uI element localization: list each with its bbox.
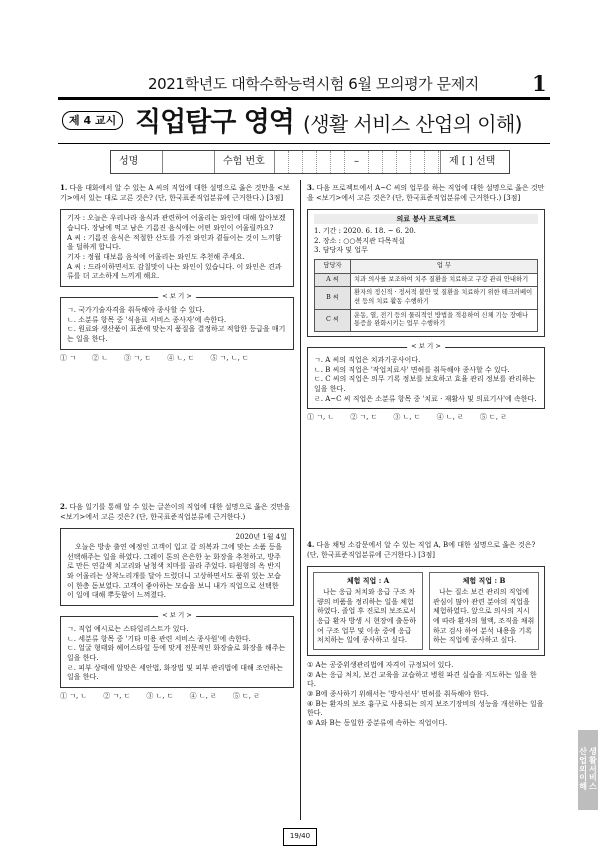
name-label: 성명	[111, 151, 163, 173]
subject-subtitle: (생활 서비스 산업의 이해)	[303, 112, 522, 136]
job-a-title: 체험 직업 : A	[346, 576, 390, 586]
option-1[interactable]: ① A는 공중위생관리법에 자격이 규정되어 있다.	[307, 660, 454, 669]
question-3	[307, 183, 545, 423]
column-divider	[300, 180, 301, 820]
choice-5[interactable]: ⑤ ㄷ, ㄹ	[479, 413, 508, 422]
project-info-line: 3. 담당자 및 업무	[314, 246, 368, 255]
title-rule	[58, 143, 550, 144]
choice-5[interactable]: ⑤ ㄷ, ㄹ	[232, 691, 261, 700]
name-field[interactable]	[163, 151, 215, 173]
choice-2[interactable]: ② ㄱ, ㄷ	[103, 691, 131, 700]
side-tab-char: 비	[589, 773, 597, 783]
exam-number-dash: –	[345, 151, 369, 173]
table-header: 담당자	[315, 259, 351, 273]
question-stem: 다음 채팅 소감문에서 알 수 있는 직업 A, B에 대한 설명으로 옳은 것은? (단, 한국표준직업분류에 근거한다.) [3점]	[307, 541, 536, 559]
question-1	[60, 183, 294, 363]
dialog-line: A 씨 : 기름진 음식은 적절한 산도를 가진 와인과 곁들이는 것이 느끼함을 덜하게 합니다.	[67, 233, 282, 252]
choice-4[interactable]: ④ ㄴ, ㄹ	[436, 413, 464, 422]
bogi-label: < 보 기 >	[407, 343, 445, 350]
table-cell: C 씨	[315, 309, 351, 331]
table-row	[315, 273, 538, 287]
project-info-line: 1. 기간 : 2020. 6. 18. ~ 6. 20.	[314, 226, 416, 235]
diary-box	[60, 528, 294, 606]
diary-text: 오늘은 방송 출연 예정인 고객이 입고 갈 의복과 그에 맞는 소품 등을 선택해주는 일을 하였다. 그레이 톤의 은은한 눈 화장을 추천하고, 방주로 만든 연갈색 치고리와 남청색 치마를 골라 주었다. 타원형의 옥 반지와 어울리는 상착노리개를 달아 드렸더니 고상하면서도 품위 있는 모습이 한층 돋보였다. 고객이 좋아하는 모습을 보니 내가 직업으로 선택한 이 일에 대해 뿌듯함이 느껴졌다.	[67, 542, 283, 600]
choice-3[interactable]: ③ ㄴ, ㄷ	[146, 691, 174, 700]
choice-1[interactable]: ① ㄱ	[60, 353, 76, 362]
side-tab-char: 해	[579, 782, 587, 792]
header-rule	[58, 97, 550, 100]
choice-1[interactable]: ① ㄱ, ㄴ	[60, 691, 88, 700]
table-cell: 환자의 정신적 · 정서적 불안 및 질환을 치료하기 위한 테크러베이션 등의 치료 활동 수행하기	[351, 287, 538, 309]
experience-box	[307, 566, 545, 656]
answer-choices	[60, 692, 294, 702]
project-box	[307, 209, 545, 337]
table-cell: 운동, 열, 전기 등의 물리적인 방법을 적용하여 신체 기능 장애나 통증을 완화시키는 업무 수행하기	[351, 309, 538, 331]
question-number: 1.	[60, 183, 68, 192]
question-number: 4.	[307, 540, 315, 549]
dialog-box	[60, 209, 294, 287]
exam-number-field[interactable]	[275, 151, 441, 173]
project-info-line: 2. 장소 : ○○복지관 다목적실	[314, 236, 406, 245]
choice-4[interactable]: ④ ㄴ, ㄷ	[167, 353, 195, 362]
bogi-item: ㄴ. B 씨의 직업은 '작업치료사' 면허를 취득해야 종사할 수 있다.	[314, 365, 510, 374]
question-2	[60, 502, 294, 702]
choice-2[interactable]: ② ㄴ	[92, 353, 108, 362]
option-5[interactable]: ⑤ A와 B는 동일한 중분류에 속하는 직업이다.	[307, 718, 448, 727]
dialog-line: A 씨 : 드라이하면서도 감칠맛이 나는 와인이 있습니다. 이 와인은 견과류를 더 고소하게 느끼게 해요.	[67, 262, 282, 281]
question-number: 3.	[307, 183, 315, 192]
bogi-item: ㄴ. 소분류 항목 중 '식음료 서비스 종사자'에 속한다.	[67, 315, 227, 324]
choice-3[interactable]: ③ ㄴ, ㄷ	[393, 413, 421, 422]
exam-title: 2021학년도 대학수학능력시험 6월 모의평가 문제지	[148, 75, 479, 93]
job-a-panel	[313, 572, 423, 650]
bogi-box	[307, 342, 545, 409]
side-tab-char: 업	[579, 755, 587, 765]
table-row	[315, 309, 538, 331]
side-tab-char: 스	[589, 782, 597, 792]
bogi-box	[60, 291, 294, 350]
table-cell: A 씨	[315, 273, 351, 287]
page-counter: 19 / 40	[283, 828, 317, 846]
question-stem: 다음 일기를 통해 알 수 있는 글쓴이의 직업에 대한 설명으로 옳은 것만을 <보기>에서 고른 것은? (단, 한국표준직업분류에 근거한다.)	[60, 503, 291, 521]
job-b-text: 나는 질소 보건 관리의 직업에 관심이 많아 관련 분야의 직업을 체험하였다. 앞으로 의사의 지시에 따라 환자의 혈액, 조직을 채취하고 검사 하여 분석 내용을 기록하는 직업에 종사하고 싶다.	[433, 587, 535, 645]
option-4[interactable]: ④ B는 환자의 보조 흉구로 사용되는 의지 보조기장비의 성능을 개선하는 일을 한다.	[307, 699, 544, 718]
choice-2[interactable]: ② ㄱ, ㄷ	[350, 413, 378, 422]
side-tab-char: 의	[579, 764, 587, 774]
bogi-item: ㄱ. 직업 예시로는 스타일리스트가 있다.	[67, 624, 189, 633]
bogi-item: ㄱ. 국가기술자격을 취득해야 종사할 수 있다.	[67, 305, 205, 314]
option-2[interactable]: ② A는 응급 처치, 보건 교육을 교습하고 병원 파견 실습을 지도하는 일을 한다.	[307, 670, 537, 689]
table-cell: B 씨	[315, 287, 351, 309]
side-tab-char: 산	[579, 747, 587, 756]
answer-options	[307, 661, 545, 729]
dialog-line: 기자 : 정월 대보름 음식에 어울리는 와인도 추천해 주세요.	[67, 252, 245, 261]
bogi-box	[60, 610, 294, 688]
choice-1[interactable]: ① ㄱ, ㄴ	[307, 413, 335, 422]
job-b-title: 체험 직업 : B	[462, 576, 506, 586]
bogi-item: ㄱ. A 씨의 직업은 치과기공사이다.	[314, 356, 421, 365]
student-info-bar	[110, 150, 510, 174]
bogi-item: ㄷ. 얼굴 형태와 헤어스타일 등에 맞게 전문적인 화장술로 화장을 해주는 일을 한다.	[67, 644, 286, 662]
bogi-label: < 보 기 >	[158, 612, 196, 619]
table-header: 업 무	[351, 259, 538, 273]
subject-side-tab	[578, 730, 598, 810]
side-tab-char: 활	[589, 755, 597, 765]
duty-table	[314, 259, 538, 332]
job-b-panel	[429, 572, 539, 650]
question-stem: 다음 대화에서 알 수 있는 A 씨의 직업에 대한 설명으로 옳은 것만을 <보기>에서 있는 대로 고른 것은? (단, 한국표준직업분류에 근거한다.) [3점]	[60, 184, 290, 202]
answer-choices	[60, 354, 294, 364]
diary-date: 2020년 1월 4일	[235, 533, 287, 542]
bogi-item: ㄷ. 원료와 생산품이 표준에 맞는지 품질을 결정하고 적합한 등급을 매기는 일을 한다.	[67, 325, 286, 343]
job-a-text: 나는 응급 처치와 응급 구조 차량의 비품을 정리하는 일을 체험하였다. 졸업 후 진로의 보조로서 응급 환자 방생 시 현장에 출동하여 구조 업무 및 이송 중에 응급 처치하는 일에 종사하고 싶다.	[317, 587, 417, 645]
table-row	[315, 287, 538, 309]
bogi-item: ㄹ. A~C 씨 직업은 소분류 항목 중 '치료 · 재활사 및 의료기사'에 속한다.	[314, 394, 537, 403]
bogi-label: < 보 기 >	[158, 293, 196, 300]
dialog-line: 기자 : 오늘은 우리나라 음식과 관련하여 어울리는 와인에 대해 알아보겠습니다. 장남에 먹고 남은 기름진 음식에는 어떤 와인이 어울릴까요?	[67, 214, 286, 232]
question-4	[307, 540, 545, 729]
project-title: 의료 봉사 프로젝트	[314, 214, 538, 224]
total-pages: 40	[301, 832, 311, 841]
current-page: 19	[289, 832, 299, 841]
exam-number-label: 수험 번호	[215, 151, 275, 173]
side-tab-char: 이	[579, 773, 587, 783]
period-badge: 제 4 교시	[62, 111, 123, 130]
choice-5[interactable]: ⑤ ㄱ, ㄴ, ㄷ	[210, 353, 249, 362]
bogi-item: ㄴ. 세분류 항목 중 '기타 미용 관련 서비스 종사원'에 속한다.	[67, 634, 251, 643]
choice-3[interactable]: ③ ㄱ, ㄷ	[124, 353, 152, 362]
question-number: 2.	[60, 502, 68, 511]
selection-label: 제 [ ] 선택	[449, 156, 496, 168]
table-cell: 치과 의사를 보조하여 치주 질환을 치료하고 구강 관리 안내하기	[351, 273, 538, 287]
bogi-item: ㄷ. C 씨의 직업은 의무 기록 정보를 보호하고 효율 관리 정보를 관리하는 일을 한다.	[314, 375, 536, 394]
question-stem: 다음 프로젝트에서 A~C 씨의 업무를 하는 직업에 대한 설명으로 옳은 것만을 <보기>에서 고른 것은? (단, 한국표준직업분류에 근거한다.) [3점]	[307, 184, 545, 202]
option-3[interactable]: ③ B에 종사하기 위해서는 '방사선사' 면허를 취득해야 한다.	[307, 689, 489, 698]
bogi-item: ㄹ. 피부 상태에 알맞은 세안법, 화장법 및 피부 관리법에 대해 조언하는 일을 한다.	[67, 663, 284, 682]
page-number: 1	[532, 71, 547, 96]
answer-choices	[307, 413, 545, 423]
subject-title: 직업탐구 영역	[135, 107, 294, 138]
side-tab-char: 서	[589, 764, 597, 774]
side-tab-char: 생	[589, 747, 597, 756]
choice-4[interactable]: ④ ㄴ, ㄹ	[189, 691, 217, 700]
